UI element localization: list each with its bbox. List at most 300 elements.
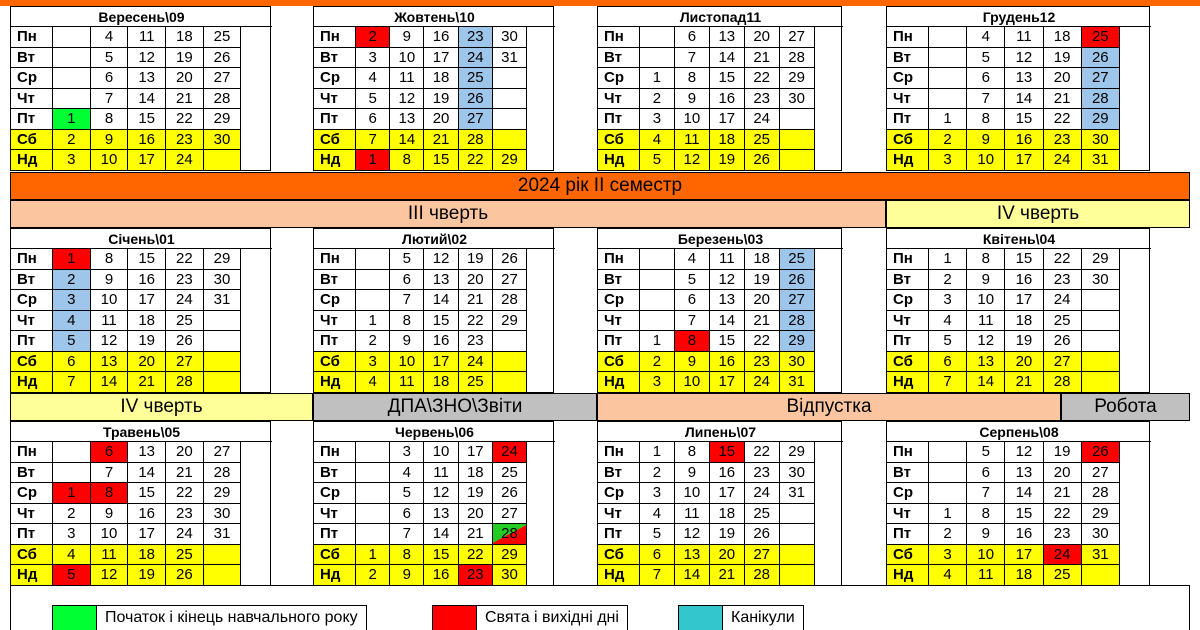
date-cell: 6 [967,463,1005,484]
date-cell: 15 [710,442,745,463]
date-cell: 18 [424,68,458,89]
day-name: Сб [598,545,640,566]
date-cell: 16 [710,463,745,484]
date-cell: 29 [204,483,242,504]
day-name: Пн [598,249,640,270]
date-cell: 8 [675,442,710,463]
day-name: Чт [598,311,640,332]
day-name: Ср [314,290,356,311]
date-cell: 17 [1005,290,1043,311]
date-cell: 27 [204,442,242,463]
date-cell: 2 [640,463,675,484]
day-name: Сб [11,130,53,151]
date-cell: 30 [780,89,815,110]
date-cell: 4 [967,27,1005,48]
date-cell: 7 [53,372,91,393]
day-name: Пн [314,27,356,48]
date-cell: 3 [356,48,390,69]
date-cell: 4 [356,68,390,89]
date-cell: 19 [128,565,166,586]
date-cell: 20 [459,504,493,525]
month-table [886,421,1150,586]
date-cell: 26 [204,48,242,69]
day-name: Нд [11,372,53,393]
date-cell: 15 [1005,109,1043,130]
day-name: Пн [598,27,640,48]
date-cell: 1 [640,331,675,352]
date-cell: 14 [91,372,129,393]
date-cell: 10 [675,483,710,504]
day-name: Пн [887,249,929,270]
date-cell: 29 [780,442,815,463]
quarter-4-banner-2: IV чверть [10,393,313,421]
day-name: Вт [598,270,640,291]
date-cell: 12 [91,331,129,352]
date-cell: 30 [493,27,527,48]
date-cell: 9 [91,504,129,525]
day-name: Нд [314,372,356,393]
date-cell: 12 [1005,48,1043,69]
date-cell: 11 [967,311,1005,332]
date-cell: 17 [1005,150,1043,171]
date-cell: 18 [1005,311,1043,332]
day-name: Ср [11,68,53,89]
date-cell: 4 [53,311,91,332]
date-cell: 13 [128,442,166,463]
day-name: Чт [314,504,356,525]
date-cell: 25 [745,130,780,151]
date-cell: 8 [967,504,1005,525]
date-cell: 2 [929,524,967,545]
date-cell: 10 [675,109,710,130]
date-cell: 5 [675,270,710,291]
date-cell: 27 [459,109,493,130]
date-cell: 16 [424,27,458,48]
date-cell [204,372,242,393]
day-name: Пт [598,109,640,130]
date-cell [929,89,967,110]
date-cell: 2 [53,270,91,291]
date-cell: 3 [640,483,675,504]
date-cell: 23 [459,27,493,48]
date-cell: 16 [424,331,458,352]
date-cell: 31 [1082,545,1120,566]
legend-swatch-red [433,606,477,630]
date-cell [53,89,91,110]
quarter-4-banner: IV чверть [886,200,1190,228]
day-name: Пт [314,109,356,130]
date-cell: 31 [204,290,242,311]
date-cell: 18 [424,372,458,393]
date-cell: 28 [1082,89,1120,110]
date-cell: 20 [1044,68,1082,89]
date-cell: 22 [1044,504,1082,525]
date-cell [780,109,815,130]
date-cell [780,545,815,566]
date-cell: 28 [1044,372,1082,393]
date-cell: 3 [53,290,91,311]
date-cell: 22 [745,68,780,89]
date-cell: 31 [493,48,527,69]
date-cell: 11 [390,68,424,89]
day-name: Пт [598,331,640,352]
date-cell: 13 [675,545,710,566]
date-cell [204,331,242,352]
date-cell: 31 [780,483,815,504]
date-cell: 21 [710,565,745,586]
date-cell: 26 [780,270,815,291]
date-cell [493,68,527,89]
date-cell: 15 [128,109,166,130]
date-cell: 29 [493,545,527,566]
date-cell [780,565,815,586]
day-name: Вт [887,270,929,291]
month-title: Лютий\02 [314,229,555,249]
date-cell: 23 [1044,524,1082,545]
date-cell: 13 [128,68,166,89]
date-cell: 10 [675,372,710,393]
date-cell: 4 [640,130,675,151]
month-table [313,421,554,586]
month-title: Вересень\09 [11,7,272,27]
date-cell: 25 [166,311,204,332]
date-cell: 24 [166,524,204,545]
day-name: Ср [11,290,53,311]
date-cell: 10 [390,48,424,69]
legend-holidays [432,605,628,630]
legend-swatch-green [53,606,97,630]
date-cell: 15 [128,249,166,270]
date-cell [53,442,91,463]
date-cell: 9 [91,130,129,151]
legend-label: Початок і кінець навчального року [105,609,358,626]
day-name: Сб [887,545,929,566]
date-cell: 24 [745,483,780,504]
date-cell: 6 [967,68,1005,89]
date-cell: 24 [1044,545,1082,566]
date-cell: 18 [128,311,166,332]
date-cell: 21 [1005,372,1043,393]
date-cell: 14 [710,311,745,332]
date-cell: 14 [128,89,166,110]
day-name: Пн [11,442,53,463]
date-cell: 9 [967,270,1005,291]
semester-banner: 2024 рік II семестр [10,172,1190,200]
date-cell: 25 [459,372,493,393]
date-cell: 28 [1082,483,1120,504]
date-cell: 2 [356,331,390,352]
date-cell: 23 [166,130,204,151]
date-cell: 7 [640,565,675,586]
date-cell: 25 [493,463,527,484]
quarter-3-banner: III чверть [10,200,886,228]
date-cell: 29 [1082,249,1120,270]
date-cell: 26 [493,249,527,270]
date-cell: 12 [128,48,166,69]
date-cell [53,27,91,48]
date-cell: 16 [128,504,166,525]
date-cell: 22 [166,109,204,130]
date-cell: 7 [675,48,710,69]
date-cell: 7 [390,524,424,545]
day-name: Чт [598,504,640,525]
day-name: Пт [887,109,929,130]
month-title: Листопад11 [598,7,843,27]
date-cell: 28 [780,48,815,69]
date-cell: 10 [91,150,129,171]
date-cell: 1 [929,109,967,130]
date-cell: 8 [967,249,1005,270]
date-cell: 28 [204,463,242,484]
date-cell: 3 [640,372,675,393]
date-cell: 13 [1005,68,1043,89]
date-cell: 16 [710,89,745,110]
date-cell: 12 [91,565,129,586]
date-cell: 7 [91,89,129,110]
day-name: Чт [11,89,53,110]
date-cell: 27 [166,352,204,373]
date-cell: 22 [166,249,204,270]
date-cell: 8 [390,545,424,566]
date-cell: 17 [459,442,493,463]
date-cell: 24 [166,290,204,311]
day-name: Вт [314,270,356,291]
date-cell: 31 [780,372,815,393]
date-cell: 8 [390,150,424,171]
date-cell: 13 [1005,463,1043,484]
date-cell [640,290,675,311]
day-name: Ср [314,483,356,504]
date-cell: 11 [91,311,129,332]
month-table [313,228,554,393]
date-cell: 14 [424,290,458,311]
date-cell: 27 [493,504,527,525]
date-cell: 26 [166,331,204,352]
date-cell: 2 [356,565,390,586]
date-cell: 9 [967,130,1005,151]
day-name: Нд [598,150,640,171]
date-cell [640,249,675,270]
date-cell: 1 [356,311,390,332]
date-cell: 22 [459,150,493,171]
date-cell: 14 [675,565,710,586]
date-cell: 20 [128,352,166,373]
day-name: Пн [887,442,929,463]
date-cell: 8 [675,331,710,352]
date-cell [780,524,815,545]
date-cell: 18 [166,27,204,48]
date-cell: 7 [675,311,710,332]
day-name: Пт [314,524,356,545]
date-cell: 24 [745,372,780,393]
date-cell: 6 [53,352,91,373]
date-cell: 4 [929,565,967,586]
date-cell: 25 [1044,565,1082,586]
month-table [597,6,842,171]
date-cell: 6 [390,504,424,525]
date-cell: 3 [929,150,967,171]
date-cell: 24 [493,442,527,463]
month-title: Грудень12 [887,7,1151,27]
date-cell [53,463,91,484]
date-cell: 1 [929,249,967,270]
day-name: Чт [887,504,929,525]
date-cell: 19 [710,150,745,171]
date-cell: 29 [204,109,242,130]
date-cell: 16 [1005,524,1043,545]
date-cell: 14 [424,524,458,545]
month-table [10,421,271,586]
date-cell: 13 [710,27,745,48]
date-cell [929,483,967,504]
date-cell: 29 [493,150,527,171]
date-cell: 10 [390,352,424,373]
date-cell: 17 [128,290,166,311]
day-name: Нд [887,372,929,393]
date-cell: 8 [390,311,424,332]
day-name: Ср [887,290,929,311]
month-title: Березень\03 [598,229,843,249]
date-cell: 15 [1005,504,1043,525]
day-name: Вт [11,48,53,69]
date-cell: 19 [1044,48,1082,69]
day-name: Пн [314,442,356,463]
date-cell: 15 [424,311,458,332]
date-cell: 19 [166,48,204,69]
date-cell: 30 [1082,270,1120,291]
vacation-banner: Відпустка [597,393,1061,421]
date-cell: 4 [91,27,129,48]
date-cell: 28 [493,524,527,545]
date-cell: 5 [53,565,91,586]
date-cell: 10 [424,442,458,463]
day-name: Сб [314,352,356,373]
date-cell: 10 [967,290,1005,311]
date-cell [493,130,527,151]
day-name: Вт [598,48,640,69]
date-cell: 5 [390,249,424,270]
date-cell: 6 [929,352,967,373]
date-cell: 5 [640,524,675,545]
date-cell: 1 [53,249,91,270]
date-cell: 4 [356,372,390,393]
date-cell: 30 [1082,524,1120,545]
date-cell: 17 [1005,545,1043,566]
day-name: Сб [314,130,356,151]
day-name: Нд [314,565,356,586]
legend-label: Канікули [731,609,795,626]
date-cell [493,372,527,393]
date-cell [356,504,390,525]
date-cell: 18 [128,545,166,566]
date-cell: 19 [1044,442,1082,463]
day-name: Нд [11,150,53,171]
date-cell: 24 [166,150,204,171]
date-cell: 25 [1082,27,1120,48]
date-cell: 4 [640,504,675,525]
date-cell: 23 [166,270,204,291]
date-cell: 8 [91,483,129,504]
date-cell: 29 [493,311,527,332]
date-cell: 7 [390,290,424,311]
date-cell: 7 [967,89,1005,110]
date-cell: 16 [1005,270,1043,291]
day-name: Нд [11,565,53,586]
day-name: Вт [598,463,640,484]
date-cell: 19 [1005,331,1043,352]
date-cell: 27 [1044,352,1082,373]
date-cell: 12 [424,483,458,504]
day-name: Чт [887,89,929,110]
date-cell: 16 [128,270,166,291]
date-cell: 21 [166,463,204,484]
date-cell: 7 [967,483,1005,504]
date-cell: 6 [356,109,390,130]
date-cell: 3 [390,442,424,463]
date-cell: 28 [204,89,242,110]
date-cell: 6 [675,290,710,311]
date-cell: 27 [493,270,527,291]
date-cell: 15 [1005,249,1043,270]
date-cell: 18 [710,504,745,525]
month-title: Травень\05 [11,422,272,442]
date-cell [204,565,242,586]
date-cell: 30 [1082,130,1120,151]
date-cell: 11 [967,565,1005,586]
date-cell: 15 [424,150,458,171]
day-name: Чт [11,311,53,332]
date-cell: 30 [204,504,242,525]
date-cell: 1 [356,545,390,566]
date-cell: 27 [745,545,780,566]
date-cell: 4 [675,249,710,270]
date-cell: 30 [204,130,242,151]
legend-swatch-cyan [679,606,723,630]
date-cell: 23 [459,331,493,352]
date-cell: 2 [929,270,967,291]
date-cell: 3 [53,150,91,171]
day-name: Сб [887,130,929,151]
date-cell [493,331,527,352]
date-cell: 9 [390,331,424,352]
date-cell: 5 [390,483,424,504]
date-cell: 22 [459,545,493,566]
date-cell: 21 [1044,89,1082,110]
date-cell: 11 [390,372,424,393]
date-cell: 16 [424,565,458,586]
date-cell: 6 [91,68,129,89]
month-table [886,228,1150,393]
date-cell: 4 [390,463,424,484]
date-cell: 26 [493,483,527,504]
date-cell: 11 [675,504,710,525]
date-cell: 21 [1044,483,1082,504]
date-cell: 9 [91,270,129,291]
date-cell: 19 [128,331,166,352]
date-cell: 17 [128,150,166,171]
date-cell: 14 [967,372,1005,393]
date-cell: 30 [780,463,815,484]
date-cell: 15 [710,331,745,352]
date-cell: 5 [640,150,675,171]
date-cell: 1 [53,483,91,504]
date-cell [493,352,527,373]
day-name: Вт [314,48,356,69]
date-cell: 9 [675,463,710,484]
date-cell: 20 [1044,463,1082,484]
date-cell: 12 [1005,442,1043,463]
date-cell: 12 [675,150,710,171]
